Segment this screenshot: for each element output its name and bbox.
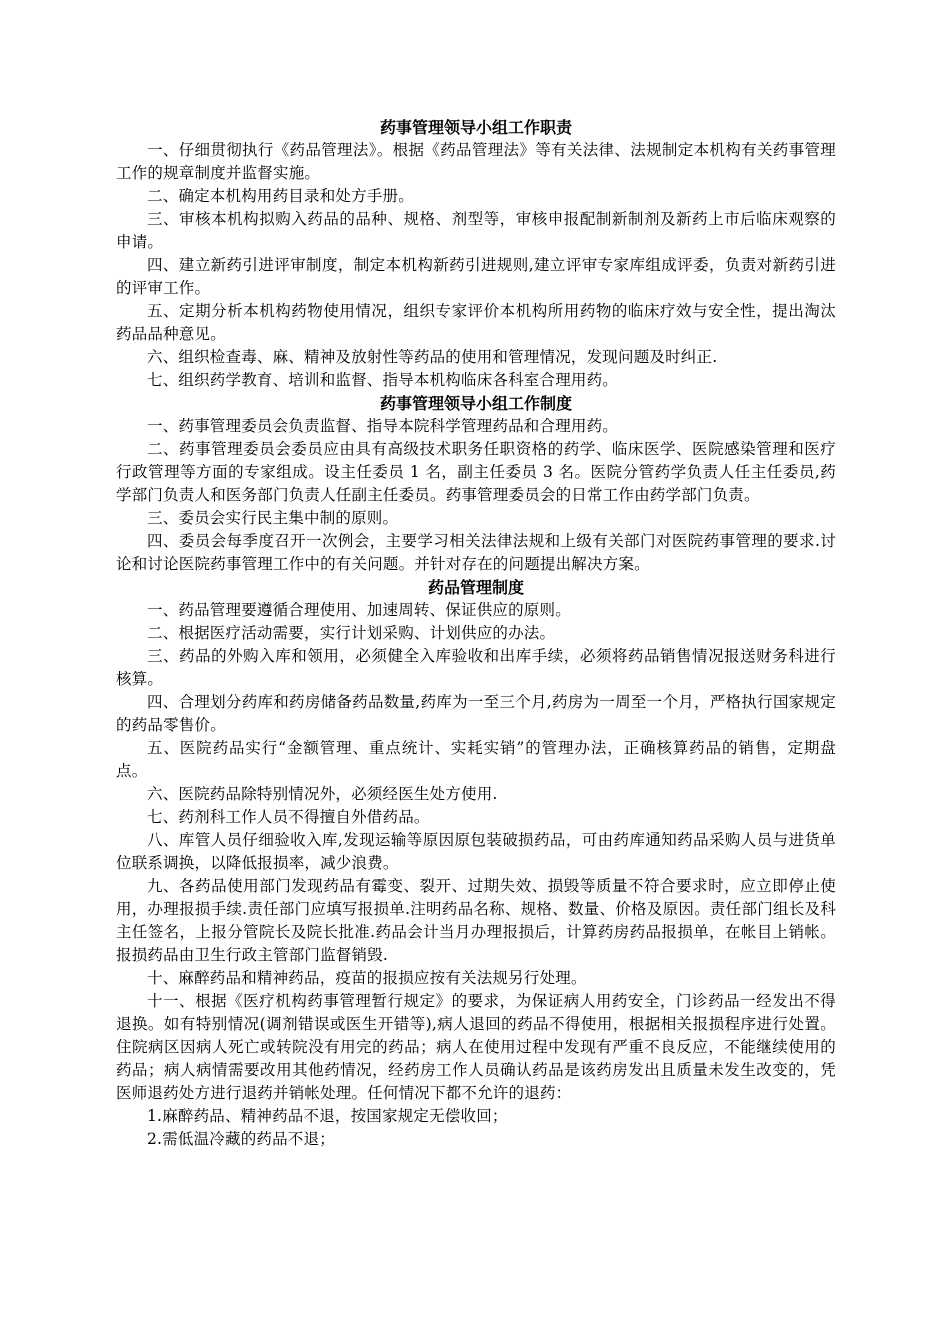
paragraph: 三、委员会实行民主集中制的原则。: [147, 509, 399, 527]
paragraph: 八、库管人员仔细验收入库,发现运输等原因原包装破损药品，可由药库通知药品采购人员与进货单位联系调换，以降低报损率，减少浪费。: [116, 831, 836, 872]
paragraph: 二、确定本机构用药目录和处方手册。: [147, 187, 414, 205]
paragraph: 四、委员会每季度召开一次例会，主要学习相关法律法规和上级有关部门对医院药事管理的要求.讨论和讨论医院药事管理工作中的有关问题。并针对存在的问题提出解决方案。: [116, 532, 836, 573]
list-item: 2.需低温冷藏的药品不退；: [147, 1130, 335, 1148]
paragraph: 三、药品的外购入库和领用，必须健全入库验收和出库手续，必须将药品销售情况报送财务科进行核算。: [116, 647, 836, 688]
paragraph: 三、审核本机构拟购入药品的品种、规格、剂型等，审核申报配制新制剂及新药上市后临床观察的申请。: [116, 210, 836, 251]
paragraph: 五、医院药品实行“金额管理、重点统计、实耗实销”的管理办法，正确核算药品的销售，定期盘点。: [116, 739, 836, 780]
paragraph: 十、麻醉药品和精神药品，疫苗的报损应按有关法规另行处理。: [147, 969, 587, 987]
paragraph: 六、组织检查毒、麻、精神及放射性等药品的使用和管理情况，发现问题及时纠正.: [147, 348, 718, 366]
paragraph: 四、建立新药引进评审制度，制定本机构新药引进规则,建立评审专家库组成评委，负责对新药引进的评审工作。: [116, 256, 836, 297]
section-title-system: 药事管理领导小组工作制度: [379, 394, 572, 413]
section-title-drug-management: 药品管理制度: [427, 578, 524, 597]
paragraph: 六、医院药品除特别情况外，必须经医生处方使用.: [147, 785, 498, 803]
paragraph: 一、药品管理要遵循合理使用、加速周转、保证供应的原则。: [147, 601, 571, 619]
paragraph: 四、合理划分药库和药房储备药品数量,药库为一至三个月,药房为一周至一个月，严格执行国家规定的药品零售价。: [116, 693, 836, 734]
section-title-duties: 药事管理领导小组工作职责: [379, 118, 572, 137]
paragraph: 二、根据医疗活动需要，实行计划采购、计划供应的办法。: [147, 624, 556, 642]
paragraph: 七、药剂科工作人员不得擅自外借药品。: [147, 808, 430, 826]
paragraph: 五、定期分析本机构药物使用情况，组织专家评价本机构所用药物的临床疗效与安全性，提出淘汰药品品种意见。: [116, 302, 836, 343]
list-item: 1.麻醉药品、精神药品不退，按国家规定无偿收回；: [147, 1107, 508, 1125]
paragraph: 七、组织药学教育、培训和监督、指导本机构临床各科室合理用药。: [147, 371, 619, 389]
paragraph: 一、药事管理委员会负责监督、指导本院科学管理药品和合理用药。: [147, 417, 619, 435]
paragraph: 二、药事管理委员会委员应由具有高级技术职务任职资格的药学、临床医学、医院感染管理和医疗行政管理等方面的专家组成。设主任委员 1 名，副主任委员 3 名。医院分管药学负责人任主任委员,药学部门负责人和医务部门负责人任副主任委员。药事管理委员会的日常工作由药学部门负责。: [116, 440, 836, 504]
paragraph: 一、仔细贯彻执行《药品管理法》。根据《药品管理法》等有关法律、法规制定本机构有关药事管理工作的规章制度并监督实施。: [116, 141, 836, 182]
paragraph: 九、各药品使用部门发现药品有霉变、裂开、过期失效、损毁等质量不符合要求时，应立即停止使用，办理报损手续.责任部门应填写报损单.注明药品名称、规格、数量、价格及原因。责任部门组长及科主任签名，上报分管院长及院长批准.药品会计当月办理报损后，计算药房药品报损单，在帐目上销帐。报损药品由卫生行政主管部门监督销毁.: [116, 877, 836, 964]
paragraph: 十一、根据《医疗机构药事管理暂行规定》的要求，为保证病人用药安全，门诊药品一经发出不得退换。如有特别情况(调剂错误或医生开错等),病人退回的药品不得使用，根据相关报损程序进行处置。住院病区因病人死亡或转院没有用完的药品；病人在使用过程中发现有严重不良反应，不能继续使用的药品；病人病情需要改用其他药情况，经药房工作人员确认药品是该药房发出且质量未发生改变的，凭医师退药处方进行退药并销帐处理。任何情况下都不允许的退药：: [116, 992, 836, 1102]
document-page: [116, 116, 836, 1151]
